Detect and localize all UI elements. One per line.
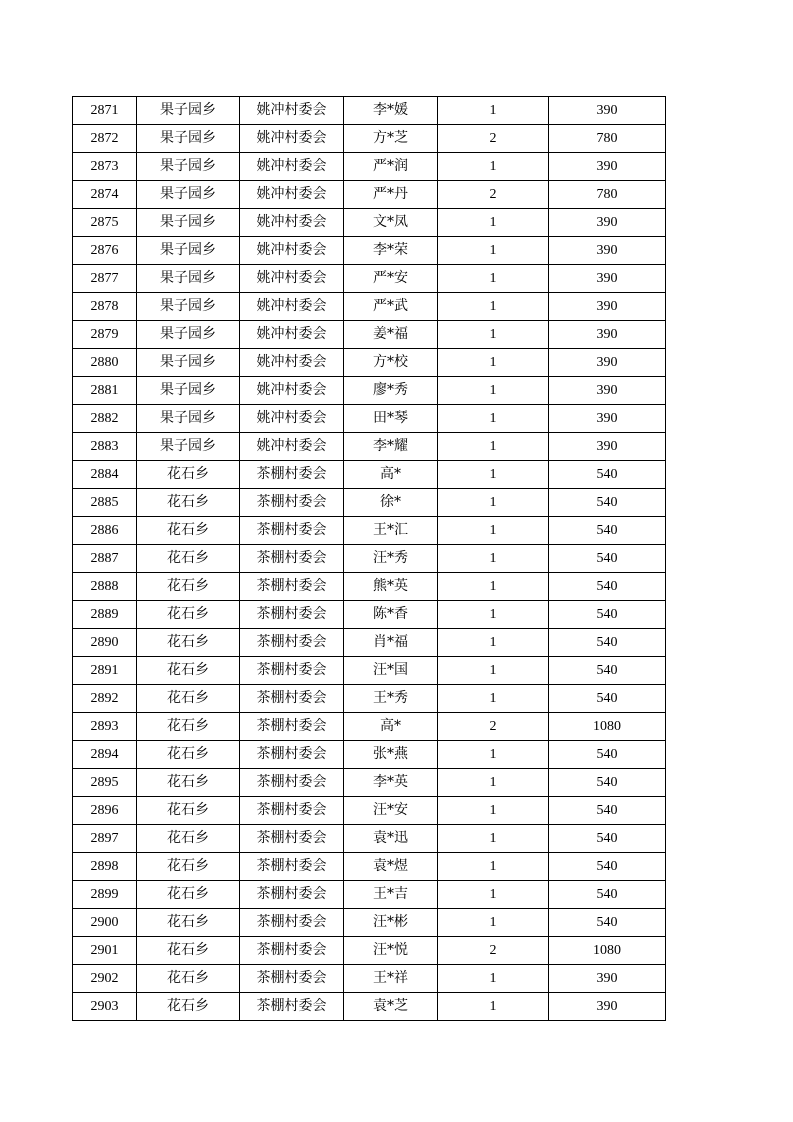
village-committee-cell: 茶棚村委会: [240, 461, 344, 489]
amount-cell: 540: [549, 489, 666, 517]
table-row: [73, 685, 666, 713]
serial-number-cell: 2877: [73, 265, 137, 293]
amount-cell: 390: [549, 153, 666, 181]
serial-number-cell: 2886: [73, 517, 137, 545]
village-committee-cell: 姚冲村委会: [240, 237, 344, 265]
township-cell: 花石乡: [137, 461, 240, 489]
table-row: [73, 965, 666, 993]
village-committee-cell: 茶棚村委会: [240, 545, 344, 573]
name-cell: 汪*秀: [344, 545, 438, 573]
table-row: [73, 769, 666, 797]
table-row: [73, 377, 666, 405]
count-cell: 1: [438, 545, 549, 573]
township-cell: 花石乡: [137, 685, 240, 713]
amount-cell: 540: [549, 853, 666, 881]
township-cell: 花石乡: [137, 573, 240, 601]
amount-cell: 540: [549, 825, 666, 853]
name-cell: 文*凤: [344, 209, 438, 237]
amount-cell: 540: [549, 909, 666, 937]
township-cell: 果子园乡: [137, 209, 240, 237]
table-row: [73, 209, 666, 237]
township-cell: 花石乡: [137, 881, 240, 909]
township-cell: 花石乡: [137, 937, 240, 965]
serial-number-cell: 2879: [73, 321, 137, 349]
township-cell: 果子园乡: [137, 377, 240, 405]
township-cell: 花石乡: [137, 657, 240, 685]
name-cell: 方*校: [344, 349, 438, 377]
name-cell: 严*丹: [344, 181, 438, 209]
serial-number-cell: 2874: [73, 181, 137, 209]
count-cell: 1: [438, 965, 549, 993]
township-cell: 花石乡: [137, 853, 240, 881]
amount-cell: 540: [549, 769, 666, 797]
serial-number-cell: 2880: [73, 349, 137, 377]
serial-number-cell: 2894: [73, 741, 137, 769]
name-cell: 袁*芝: [344, 993, 438, 1021]
name-cell: 张*燕: [344, 741, 438, 769]
name-cell: 袁*迅: [344, 825, 438, 853]
village-committee-cell: 茶棚村委会: [240, 769, 344, 797]
name-cell: 李*媛: [344, 97, 438, 125]
village-committee-cell: 茶棚村委会: [240, 937, 344, 965]
roster-table-body: [73, 97, 666, 1021]
township-cell: 花石乡: [137, 517, 240, 545]
serial-number-cell: 2896: [73, 797, 137, 825]
township-cell: 果子园乡: [137, 293, 240, 321]
count-cell: 2: [438, 937, 549, 965]
village-committee-cell: 茶棚村委会: [240, 629, 344, 657]
serial-number-cell: 2901: [73, 937, 137, 965]
count-cell: 1: [438, 909, 549, 937]
name-cell: 汪*安: [344, 797, 438, 825]
serial-number-cell: 2899: [73, 881, 137, 909]
serial-number-cell: 2890: [73, 629, 137, 657]
amount-cell: 390: [549, 965, 666, 993]
township-cell: 花石乡: [137, 993, 240, 1021]
count-cell: 1: [438, 97, 549, 125]
village-committee-cell: 姚冲村委会: [240, 293, 344, 321]
village-committee-cell: 茶棚村委会: [240, 881, 344, 909]
serial-number-cell: 2900: [73, 909, 137, 937]
serial-number-cell: 2887: [73, 545, 137, 573]
table-row: [73, 713, 666, 741]
count-cell: 1: [438, 601, 549, 629]
count-cell: 1: [438, 265, 549, 293]
village-committee-cell: 姚冲村委会: [240, 125, 344, 153]
count-cell: 1: [438, 825, 549, 853]
name-cell: 汪*彬: [344, 909, 438, 937]
village-committee-cell: 茶棚村委会: [240, 909, 344, 937]
village-committee-cell: 姚冲村委会: [240, 405, 344, 433]
village-committee-cell: 茶棚村委会: [240, 853, 344, 881]
township-cell: 果子园乡: [137, 349, 240, 377]
table-row: [73, 405, 666, 433]
table-row: [73, 909, 666, 937]
serial-number-cell: 2873: [73, 153, 137, 181]
amount-cell: 780: [549, 125, 666, 153]
count-cell: 2: [438, 125, 549, 153]
amount-cell: 390: [549, 97, 666, 125]
table-row: [73, 181, 666, 209]
village-committee-cell: 茶棚村委会: [240, 965, 344, 993]
count-cell: 1: [438, 237, 549, 265]
table-row: [73, 153, 666, 181]
township-cell: 花石乡: [137, 797, 240, 825]
serial-number-cell: 2902: [73, 965, 137, 993]
village-committee-cell: 茶棚村委会: [240, 825, 344, 853]
count-cell: 1: [438, 741, 549, 769]
name-cell: 李*荣: [344, 237, 438, 265]
village-committee-cell: 姚冲村委会: [240, 349, 344, 377]
table-row: [73, 853, 666, 881]
count-cell: 1: [438, 349, 549, 377]
township-cell: 花石乡: [137, 489, 240, 517]
village-committee-cell: 茶棚村委会: [240, 517, 344, 545]
count-cell: 1: [438, 881, 549, 909]
count-cell: 1: [438, 321, 549, 349]
amount-cell: 390: [549, 377, 666, 405]
table-row: [73, 461, 666, 489]
amount-cell: 540: [549, 741, 666, 769]
serial-number-cell: 2903: [73, 993, 137, 1021]
count-cell: 1: [438, 293, 549, 321]
township-cell: 花石乡: [137, 713, 240, 741]
name-cell: 王*汇: [344, 517, 438, 545]
amount-cell: 540: [549, 517, 666, 545]
table-row: [73, 881, 666, 909]
township-cell: 果子园乡: [137, 237, 240, 265]
township-cell: 花石乡: [137, 965, 240, 993]
township-cell: 花石乡: [137, 601, 240, 629]
table-row: [73, 629, 666, 657]
name-cell: 严*武: [344, 293, 438, 321]
township-cell: 果子园乡: [137, 181, 240, 209]
township-cell: 果子园乡: [137, 265, 240, 293]
serial-number-cell: 2883: [73, 433, 137, 461]
village-committee-cell: 姚冲村委会: [240, 433, 344, 461]
village-committee-cell: 茶棚村委会: [240, 685, 344, 713]
village-committee-cell: 茶棚村委会: [240, 573, 344, 601]
amount-cell: 540: [549, 461, 666, 489]
serial-number-cell: 2885: [73, 489, 137, 517]
township-cell: 花石乡: [137, 825, 240, 853]
village-committee-cell: 茶棚村委会: [240, 741, 344, 769]
count-cell: 2: [438, 181, 549, 209]
count-cell: 1: [438, 209, 549, 237]
name-cell: 严*润: [344, 153, 438, 181]
count-cell: 1: [438, 573, 549, 601]
serial-number-cell: 2871: [73, 97, 137, 125]
table-row: [73, 321, 666, 349]
count-cell: 1: [438, 629, 549, 657]
amount-cell: 390: [549, 265, 666, 293]
township-cell: 花石乡: [137, 741, 240, 769]
count-cell: 1: [438, 685, 549, 713]
amount-cell: 540: [549, 685, 666, 713]
serial-number-cell: 2882: [73, 405, 137, 433]
amount-cell: 1080: [549, 713, 666, 741]
name-cell: 王*吉: [344, 881, 438, 909]
table-row: [73, 573, 666, 601]
table-row: [73, 433, 666, 461]
name-cell: 熊*英: [344, 573, 438, 601]
name-cell: 高*: [344, 461, 438, 489]
table-row: [73, 937, 666, 965]
village-committee-cell: 姚冲村委会: [240, 377, 344, 405]
serial-number-cell: 2872: [73, 125, 137, 153]
name-cell: 陈*香: [344, 601, 438, 629]
serial-number-cell: 2892: [73, 685, 137, 713]
serial-number-cell: 2893: [73, 713, 137, 741]
table-row: [73, 293, 666, 321]
amount-cell: 540: [549, 601, 666, 629]
township-cell: 花石乡: [137, 769, 240, 797]
table-row: [73, 517, 666, 545]
serial-number-cell: 2891: [73, 657, 137, 685]
count-cell: 1: [438, 769, 549, 797]
township-cell: 果子园乡: [137, 125, 240, 153]
table-row: [73, 265, 666, 293]
name-cell: 李*英: [344, 769, 438, 797]
table-row: [73, 237, 666, 265]
township-cell: 果子园乡: [137, 97, 240, 125]
amount-cell: 540: [549, 629, 666, 657]
table-row: [73, 349, 666, 377]
township-cell: 花石乡: [137, 545, 240, 573]
table-row: [73, 825, 666, 853]
amount-cell: 390: [549, 321, 666, 349]
count-cell: 2: [438, 713, 549, 741]
count-cell: 1: [438, 517, 549, 545]
village-committee-cell: 姚冲村委会: [240, 97, 344, 125]
village-committee-cell: 姚冲村委会: [240, 181, 344, 209]
village-committee-cell: 姚冲村委会: [240, 153, 344, 181]
township-cell: 果子园乡: [137, 153, 240, 181]
amount-cell: 540: [549, 881, 666, 909]
table-row: [73, 97, 666, 125]
serial-number-cell: 2881: [73, 377, 137, 405]
serial-number-cell: 2884: [73, 461, 137, 489]
name-cell: 廖*秀: [344, 377, 438, 405]
township-cell: 果子园乡: [137, 405, 240, 433]
name-cell: 严*安: [344, 265, 438, 293]
name-cell: 徐*: [344, 489, 438, 517]
village-committee-cell: 茶棚村委会: [240, 657, 344, 685]
name-cell: 王*秀: [344, 685, 438, 713]
amount-cell: 390: [549, 405, 666, 433]
village-committee-cell: 姚冲村委会: [240, 209, 344, 237]
table-row: [73, 545, 666, 573]
amount-cell: 540: [549, 797, 666, 825]
count-cell: 1: [438, 993, 549, 1021]
serial-number-cell: 2888: [73, 573, 137, 601]
table-row: [73, 489, 666, 517]
village-committee-cell: 茶棚村委会: [240, 713, 344, 741]
village-committee-cell: 茶棚村委会: [240, 993, 344, 1021]
amount-cell: 540: [549, 545, 666, 573]
name-cell: 肖*福: [344, 629, 438, 657]
amount-cell: 390: [549, 293, 666, 321]
township-cell: 花石乡: [137, 909, 240, 937]
amount-cell: 390: [549, 349, 666, 377]
serial-number-cell: 2875: [73, 209, 137, 237]
amount-cell: 780: [549, 181, 666, 209]
village-committee-cell: 茶棚村委会: [240, 489, 344, 517]
amount-cell: 390: [549, 237, 666, 265]
name-cell: 方*芝: [344, 125, 438, 153]
serial-number-cell: 2889: [73, 601, 137, 629]
count-cell: 1: [438, 797, 549, 825]
serial-number-cell: 2878: [73, 293, 137, 321]
village-committee-cell: 茶棚村委会: [240, 797, 344, 825]
village-committee-cell: 姚冲村委会: [240, 265, 344, 293]
table-row: [73, 657, 666, 685]
table-row: [73, 125, 666, 153]
amount-cell: 390: [549, 209, 666, 237]
village-committee-cell: 姚冲村委会: [240, 321, 344, 349]
village-committee-cell: 茶棚村委会: [240, 601, 344, 629]
serial-number-cell: 2876: [73, 237, 137, 265]
serial-number-cell: 2895: [73, 769, 137, 797]
amount-cell: 540: [549, 573, 666, 601]
township-cell: 果子园乡: [137, 321, 240, 349]
name-cell: 袁*煜: [344, 853, 438, 881]
count-cell: 1: [438, 433, 549, 461]
serial-number-cell: 2898: [73, 853, 137, 881]
table-row: [73, 601, 666, 629]
count-cell: 1: [438, 377, 549, 405]
serial-number-cell: 2897: [73, 825, 137, 853]
amount-cell: 1080: [549, 937, 666, 965]
name-cell: 王*祥: [344, 965, 438, 993]
table-row: [73, 797, 666, 825]
name-cell: 姜*福: [344, 321, 438, 349]
count-cell: 1: [438, 489, 549, 517]
table-row: [73, 741, 666, 769]
count-cell: 1: [438, 853, 549, 881]
name-cell: 汪*国: [344, 657, 438, 685]
amount-cell: 390: [549, 433, 666, 461]
name-cell: 高*: [344, 713, 438, 741]
name-cell: 汪*悦: [344, 937, 438, 965]
roster-table: [72, 96, 666, 1021]
township-cell: 果子园乡: [137, 433, 240, 461]
count-cell: 1: [438, 657, 549, 685]
table-row: [73, 993, 666, 1021]
count-cell: 1: [438, 461, 549, 489]
name-cell: 李*耀: [344, 433, 438, 461]
count-cell: 1: [438, 153, 549, 181]
count-cell: 1: [438, 405, 549, 433]
amount-cell: 390: [549, 993, 666, 1021]
amount-cell: 540: [549, 657, 666, 685]
name-cell: 田*琴: [344, 405, 438, 433]
township-cell: 花石乡: [137, 629, 240, 657]
